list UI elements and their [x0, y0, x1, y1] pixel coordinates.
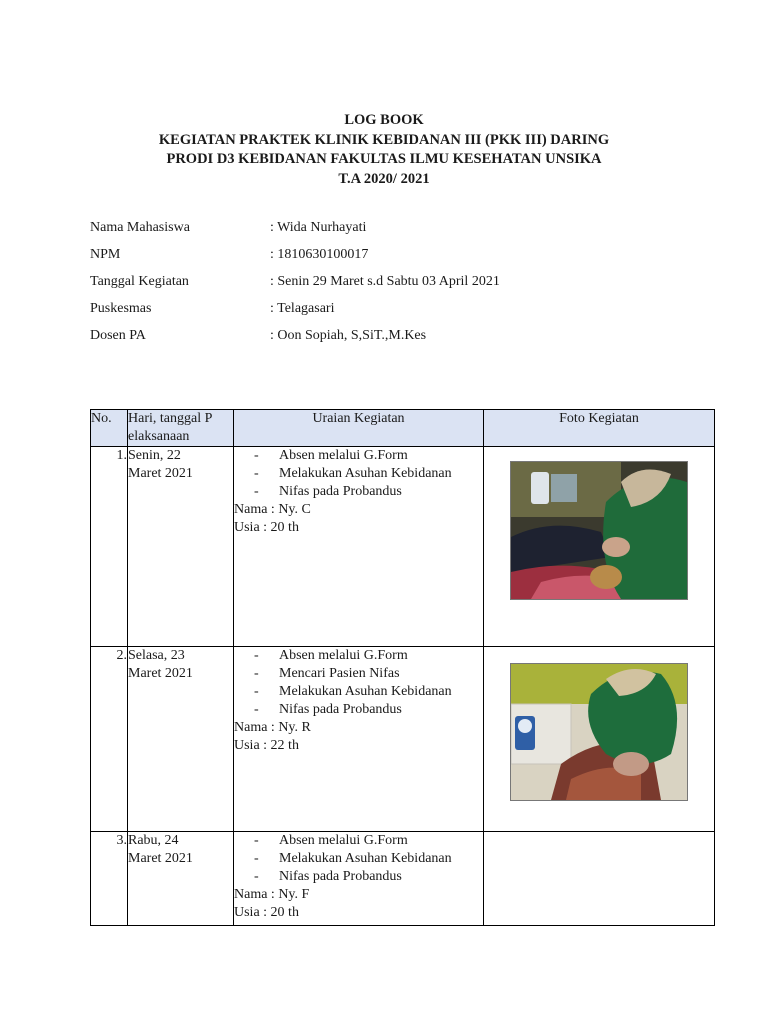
- table-row: [91, 832, 715, 926]
- activity-item: - Mencari Pasien Nifas: [234, 665, 483, 683]
- document-header: [0, 111, 768, 189]
- row-day-line1: Selasa, 23: [128, 648, 185, 663]
- info-value: : Senin 29 Maret s.d Sabtu 03 April 2021: [270, 274, 500, 289]
- info-label: Puskesmas: [90, 301, 152, 316]
- activity-item: - Melakukan Asuhan Kebidanan: [234, 850, 483, 868]
- info-value: : Telagasari: [270, 301, 335, 316]
- activity-item: - Nifas pada Probandus: [234, 701, 483, 719]
- activity-list: [234, 832, 483, 886]
- row-description: [234, 447, 484, 647]
- activity-table: [90, 409, 715, 926]
- activity-list: [234, 647, 483, 719]
- row-day: [128, 447, 234, 647]
- activity-item: - Absen melalui G.Form: [234, 832, 483, 850]
- row-photo: [484, 647, 715, 832]
- activity-item: - Absen melalui G.Form: [234, 647, 483, 665]
- patient-age: Usia : 20 th: [234, 520, 299, 535]
- table-row: [91, 647, 715, 832]
- activity-item: - Nifas pada Probandus: [234, 868, 483, 886]
- row-number: 3.: [91, 832, 128, 926]
- header-no: No.: [91, 410, 128, 447]
- activity-item: - Melakukan Asuhan Kebidanan: [234, 465, 483, 483]
- row-description: [234, 647, 484, 832]
- patient-age: Usia : 20 th: [234, 905, 299, 920]
- patient-name: Nama : Ny. C: [234, 502, 311, 517]
- header-day-line2: elaksanaan: [128, 429, 190, 444]
- row-photo: [484, 832, 715, 926]
- row-photo: [484, 447, 715, 647]
- info-label: NPM: [90, 247, 121, 262]
- activity-item: - Absen melalui G.Form: [234, 447, 483, 465]
- activity-list: [234, 447, 483, 501]
- row-day-line2: Maret 2021: [128, 851, 193, 866]
- info-label: Tanggal Kegiatan: [90, 274, 189, 289]
- table-row: [91, 447, 715, 647]
- title-line-4: T.A 2020/ 2021: [338, 170, 430, 187]
- title-line-2: KEGIATAN PRAKTEK KLINIK KEBIDANAN III (PKK III) DARING: [158, 131, 610, 148]
- title-line-3: PRODI D3 KEBIDANAN FAKULTAS ILMU KESEHATAN UNSIKA: [166, 151, 602, 167]
- row-day: [128, 647, 234, 832]
- patient-name: Nama : Ny. R: [234, 720, 311, 735]
- patient-age: Usia : 22 th: [234, 738, 299, 753]
- activity-photo: [510, 663, 688, 801]
- row-day-line1: Rabu, 24: [128, 833, 179, 848]
- row-day-line1: Senin, 22: [128, 448, 181, 463]
- info-label: Dosen PA: [90, 328, 146, 343]
- info-value: : Oon Sopiah, S,SiT.,M.Kes: [270, 328, 427, 343]
- row-number: 2.: [91, 647, 128, 832]
- patient-name: Nama : Ny. F: [234, 887, 310, 902]
- row-day-line2: Maret 2021: [128, 466, 193, 481]
- activity-item: - Melakukan Asuhan Kebidanan: [234, 683, 483, 701]
- row-description: [234, 832, 484, 926]
- header-day-line1: Hari, tanggal P: [128, 411, 213, 426]
- row-day-line2: Maret 2021: [128, 666, 193, 681]
- activity-item: - Nifas pada Probandus: [234, 483, 483, 501]
- info-value: : 1810630100017: [270, 247, 369, 262]
- header-desc: Uraian Kegiatan: [234, 410, 484, 447]
- table-header-row: [91, 410, 715, 447]
- activity-photo: [510, 461, 688, 600]
- title-line-1: LOG BOOK: [344, 112, 424, 128]
- header-photo: Foto Kegiatan: [484, 410, 715, 447]
- row-day: [128, 832, 234, 926]
- row-number: 1.: [91, 447, 128, 647]
- info-label: Nama Mahasiswa: [90, 220, 190, 235]
- info-value: : Wida Nurhayati: [270, 220, 367, 235]
- header-day: [128, 410, 234, 447]
